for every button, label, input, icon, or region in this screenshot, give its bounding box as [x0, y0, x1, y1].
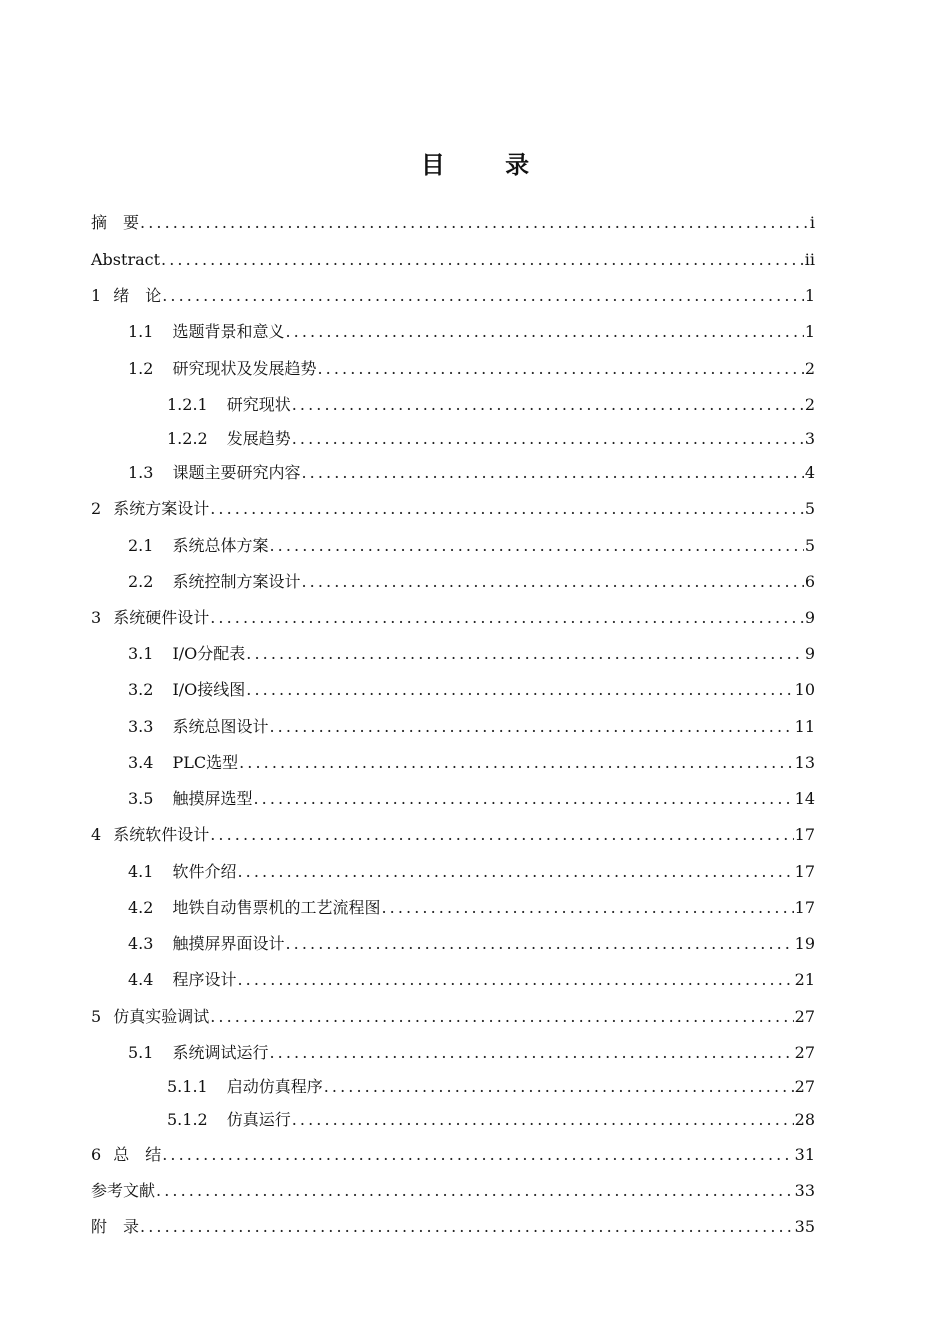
toc-entry-number: 3.5 — [128, 789, 154, 808]
toc-entry-page: 4 — [804, 463, 815, 482]
toc-entry[interactable] — [91, 639, 815, 669]
toc-entry-page: 17 — [794, 862, 815, 881]
toc-dot-leader — [237, 965, 793, 995]
toc-entry[interactable] — [91, 675, 815, 705]
toc-entry-number: 5.1.1 — [167, 1077, 208, 1096]
toc-entry-label: I/O接线图 — [172, 680, 246, 699]
toc-entry[interactable] — [91, 1140, 815, 1170]
toc-dot-leader — [269, 531, 803, 561]
toc-dot-leader — [140, 1212, 794, 1242]
toc-entry-page: 14 — [794, 789, 815, 808]
toc-dot-leader — [285, 317, 803, 347]
toc-entry-page: 27 — [794, 1007, 815, 1026]
toc-dot-leader — [292, 390, 804, 420]
toc-dot-leader — [253, 784, 793, 814]
toc-entry[interactable] — [91, 893, 815, 923]
toc-entry[interactable] — [91, 458, 815, 488]
toc-dot-leader — [381, 893, 793, 923]
toc-entry-number: 4 — [91, 825, 102, 844]
toc-dot-leader — [246, 675, 793, 705]
toc-entry[interactable] — [91, 354, 815, 384]
toc-entry-number: 3 — [91, 608, 102, 627]
toc-entry[interactable] — [91, 1002, 815, 1032]
toc-entry-label: 附 录 — [91, 1217, 140, 1236]
toc-dot-leader — [239, 748, 794, 778]
toc-dot-leader — [285, 929, 793, 959]
toc-entry-page: 28 — [794, 1110, 815, 1129]
toc-entry-label: 研究现状 — [226, 395, 291, 414]
toc-entry-page: ii — [804, 250, 815, 269]
toc-entry-page: 9 — [804, 608, 815, 627]
toc-entry-number: 1.1 — [128, 322, 154, 341]
toc-entry-page: 19 — [794, 934, 815, 953]
toc-entry-label: I/O分配表 — [172, 644, 246, 663]
toc-entry-label: Abstract — [91, 250, 161, 269]
toc-entry-number: 4.2 — [128, 898, 154, 917]
toc-entry[interactable] — [91, 567, 815, 597]
toc-entry[interactable] — [91, 281, 815, 311]
toc-entry[interactable] — [91, 245, 815, 275]
toc-dot-leader — [210, 1002, 793, 1032]
toc-entry-number: 1.2 — [128, 359, 154, 378]
toc-dot-leader — [317, 354, 803, 384]
toc-entry-number: 4.4 — [128, 970, 154, 989]
toc-entry-page: 31 — [794, 1145, 815, 1164]
toc-entry-number: 6 — [91, 1145, 102, 1164]
toc-dot-leader — [161, 245, 804, 275]
toc-entry[interactable] — [91, 712, 815, 742]
toc-entry[interactable] — [91, 390, 815, 420]
toc-entry-label: 仿真实验调试 — [113, 1007, 210, 1026]
toc-entry[interactable] — [91, 531, 815, 561]
toc-entry-number: 4.3 — [128, 934, 154, 953]
toc-entry-number: 1.3 — [128, 463, 154, 482]
toc-entry-page: 2 — [804, 359, 815, 378]
toc-entry[interactable] — [91, 424, 815, 454]
toc-entry-label: 仿真运行 — [226, 1110, 291, 1129]
toc-entry-number: 3.4 — [128, 753, 154, 772]
toc-entry-label: 系统软件设计 — [113, 825, 210, 844]
toc-entry-page: 1 — [804, 322, 815, 341]
toc-entry-label: 摘 要 — [91, 213, 140, 232]
toc-dot-leader — [237, 857, 793, 887]
toc-entry-label: 系统方案设计 — [113, 499, 210, 518]
toc-entry[interactable] — [91, 965, 815, 995]
toc-entry-label: 系统总图设计 — [172, 717, 269, 736]
toc-dot-leader — [301, 567, 803, 597]
toc-entry-page: 1 — [804, 286, 815, 305]
toc-entry-page: 27 — [794, 1077, 815, 1096]
toc-entry-label: 触摸屏界面设计 — [172, 934, 285, 953]
toc-dot-leader — [269, 1038, 793, 1068]
toc-entry-label: 启动仿真程序 — [226, 1077, 323, 1096]
toc-entry-page: 2 — [804, 395, 815, 414]
toc-entry-number: 3.1 — [128, 644, 154, 663]
toc-entry-number: 2.2 — [128, 572, 154, 591]
toc-entry-label: 软件介绍 — [172, 862, 237, 881]
toc-dot-leader — [156, 1176, 794, 1206]
toc-entry-page: 21 — [794, 970, 815, 989]
toc-entry-page: 6 — [804, 572, 815, 591]
toc-entry-number: 1.2.1 — [167, 395, 208, 414]
toc-entry[interactable] — [91, 1212, 815, 1242]
toc-entry[interactable] — [91, 1176, 815, 1206]
toc-dot-leader — [269, 712, 793, 742]
toc-entry[interactable] — [91, 748, 815, 778]
toc-entry-label: 发展趋势 — [226, 429, 291, 448]
toc-entry-label: 参考文献 — [91, 1181, 156, 1200]
toc-entry[interactable] — [91, 1072, 815, 1102]
toc-entry-page: 35 — [794, 1217, 815, 1236]
toc-dot-leader — [162, 281, 804, 311]
toc-dot-leader — [324, 1072, 794, 1102]
toc-entry-label: 系统控制方案设计 — [172, 572, 301, 591]
toc-entry-label: 程序设计 — [172, 970, 237, 989]
toc-entry-page: 5 — [804, 499, 815, 518]
toc-entry-label: PLC选型 — [172, 753, 239, 772]
page-title: 目 录 — [420, 151, 556, 179]
toc-entry-page: 13 — [794, 753, 815, 772]
toc-entry[interactable] — [91, 857, 815, 887]
toc-entry-label: 系统调试运行 — [172, 1043, 269, 1062]
toc-entry-page: 33 — [794, 1181, 815, 1200]
toc-entry[interactable] — [91, 929, 815, 959]
toc-entry-page: 5 — [804, 536, 815, 555]
toc-entry-label: 触摸屏选型 — [172, 789, 253, 808]
toc-entry-label: 研究现状及发展趋势 — [172, 359, 317, 378]
toc-entry[interactable] — [91, 603, 815, 633]
toc-entry[interactable] — [91, 1105, 815, 1135]
toc-entry-label: 总 结 — [113, 1145, 162, 1164]
toc-entry-number: 2.1 — [128, 536, 154, 555]
toc-dot-leader — [140, 208, 809, 238]
toc-entry-number: 3.2 — [128, 680, 154, 699]
toc-entry-label: 课题主要研究内容 — [172, 463, 301, 482]
toc-entry-number: 5 — [91, 1007, 102, 1026]
toc-entry-number: 3.3 — [128, 717, 154, 736]
toc-entry[interactable] — [91, 1038, 815, 1068]
toc-entry-number: 5.1 — [128, 1043, 154, 1062]
toc-dot-leader — [210, 820, 793, 850]
toc-entry-page: 11 — [794, 717, 815, 736]
toc-dot-leader — [246, 639, 804, 669]
toc-entry-label: 系统硬件设计 — [113, 608, 210, 627]
toc-entry-number: 5.1.2 — [167, 1110, 208, 1129]
toc-dot-leader — [292, 424, 804, 454]
toc-dot-leader — [210, 494, 804, 524]
toc-dot-leader — [210, 603, 804, 633]
toc-entry[interactable] — [91, 317, 815, 347]
toc-entry[interactable] — [91, 784, 815, 814]
toc-entry-page: 27 — [794, 1043, 815, 1062]
toc-dot-leader — [301, 458, 803, 488]
toc-entry-page: 17 — [794, 825, 815, 844]
toc-dot-leader — [162, 1140, 793, 1170]
toc-entry-page: 3 — [804, 429, 815, 448]
toc-entry-page: 10 — [794, 680, 815, 699]
toc-entry-page: 17 — [794, 898, 815, 917]
toc-entry[interactable] — [91, 820, 815, 850]
toc-entry-label: 系统总体方案 — [172, 536, 269, 555]
toc-entry[interactable] — [91, 494, 815, 524]
toc-entry-label: 选题背景和意义 — [172, 322, 285, 341]
toc-entry-number: 1 — [91, 286, 102, 305]
toc-entry[interactable] — [91, 208, 815, 238]
toc-entry-page: i — [809, 213, 815, 232]
toc-entry-label: 地铁自动售票机的工艺流程图 — [172, 898, 381, 917]
toc-entry-number: 1.2.2 — [167, 429, 208, 448]
toc-entry-number: 4.1 — [128, 862, 154, 881]
toc-entry-page: 9 — [804, 644, 815, 663]
toc-entry-number: 2 — [91, 499, 102, 518]
toc-entry-label: 绪 论 — [113, 286, 162, 305]
toc-dot-leader — [292, 1105, 794, 1135]
